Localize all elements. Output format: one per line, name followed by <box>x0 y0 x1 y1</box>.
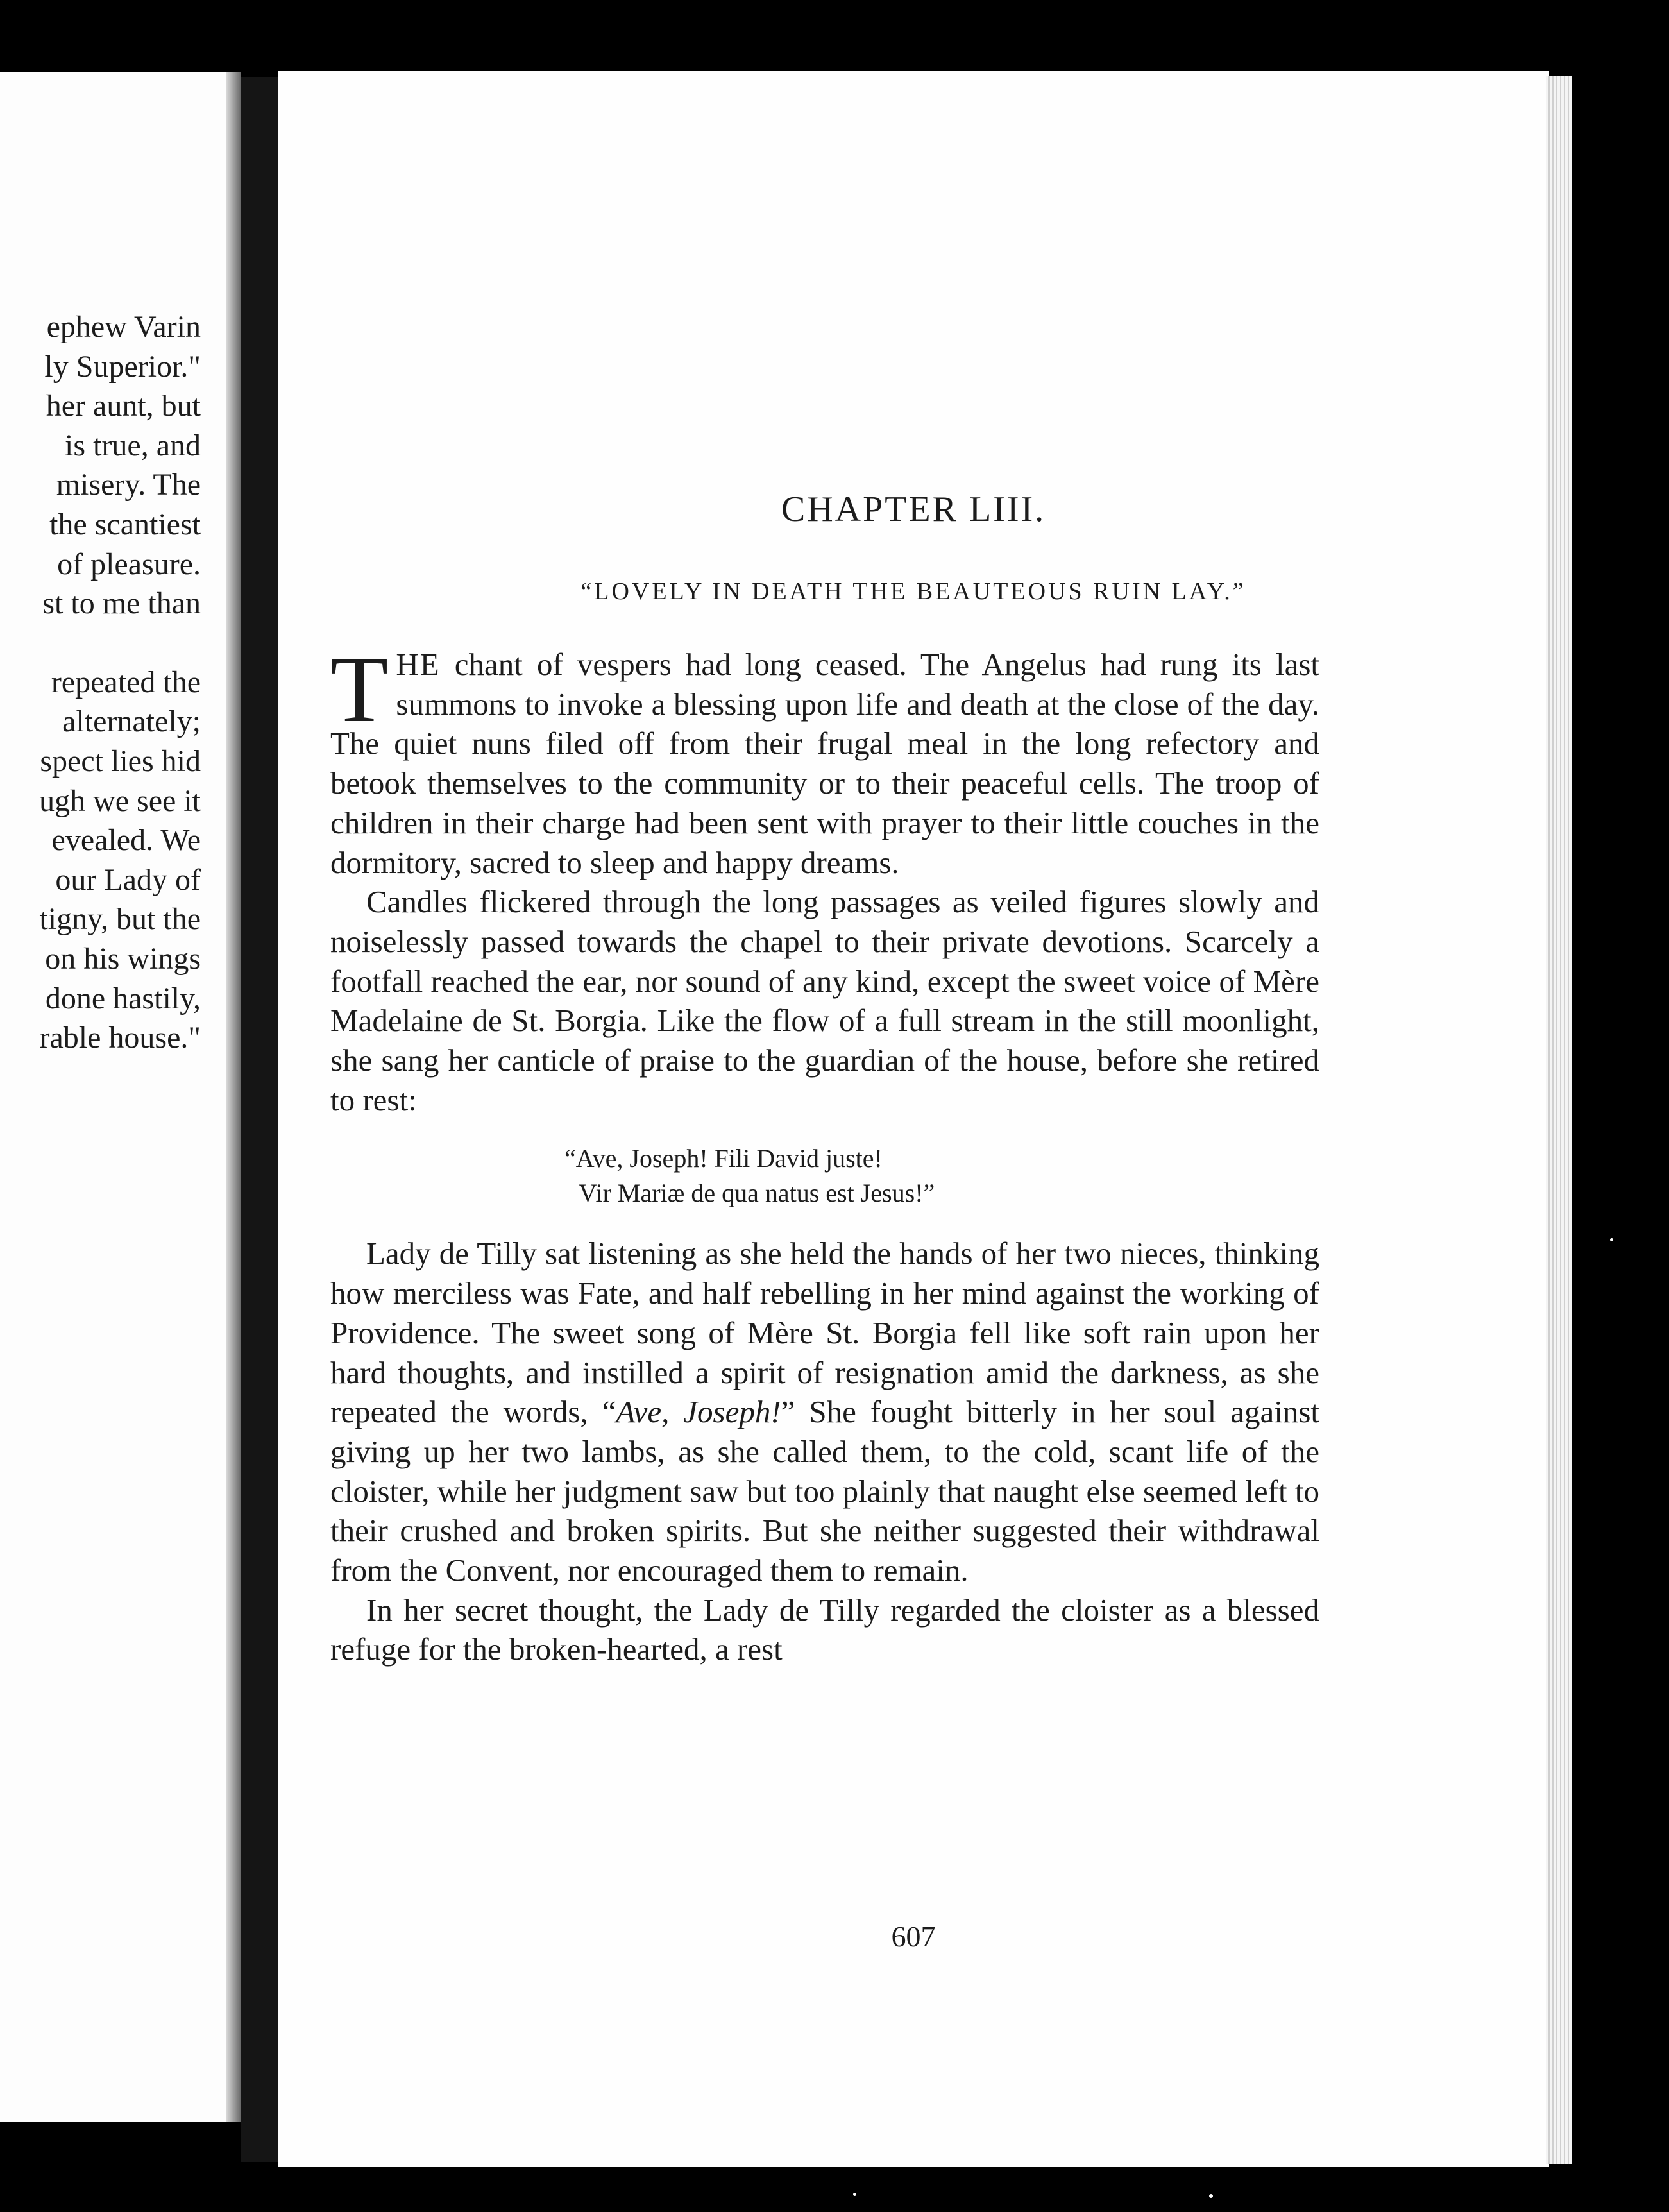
facing-line: alternately; <box>62 704 201 739</box>
facing-line: st to me than <box>42 586 201 621</box>
facing-line: evealed. We <box>51 823 201 858</box>
facing-line: tigny, but the <box>39 902 201 937</box>
paragraph-3 <box>330 1234 1319 1590</box>
chapter-title: CHAPTER LIII. <box>781 489 1046 529</box>
opening-small-caps: HE <box>396 647 441 682</box>
facing-line: her aunt, but <box>46 389 201 423</box>
facing-page-text <box>39 307 201 1058</box>
facing-line: spect lies hid <box>40 744 201 778</box>
verse-quote <box>564 1141 1319 1211</box>
facing-line: our Lady of <box>55 862 201 897</box>
facing-line: the scantiest <box>49 507 201 541</box>
scan-speck <box>853 2193 856 2196</box>
scan-speck <box>1209 2194 1213 2198</box>
paragraph-3-text-a: Lady de Tilly sat listening as she held the hands of her two nieces, thinking how merciless was Fate, and half rebelling in her mind against the working of Providence. The sweet song of Mère St. Borgia fell like soft rain upon her hard thoughts, and instilled a spirit of resignation amid the darkness, as she repeated the words, “ <box>330 1236 1319 1430</box>
chapter-epigraph: “LOVELY IN DEATH THE BEAUTEOUS RUIN LAY.” <box>580 578 1246 605</box>
paragraph-4: In her secret thought, the Lady de Tilly regarded the cloister as a blessed refuge for the broken-hearted, a rest <box>330 1592 1319 1667</box>
facing-line: done hastily, <box>45 981 201 1016</box>
page-edges <box>1546 76 1572 2164</box>
facing-line: on his wings <box>45 941 201 976</box>
verse-line-2: Vir Mariæ de qua natus est Jesus!” <box>579 1178 935 1208</box>
verse-line-1: “Ave, Joseph! Fili David juste! <box>564 1144 883 1173</box>
page-number: 607 <box>891 1920 936 1953</box>
page-curve-shadow <box>226 72 241 2122</box>
facing-page <box>0 72 241 2122</box>
body-text <box>330 637 1320 1669</box>
paragraph-2: Candles flickered through the long passages as veiled figures slowly and noiselessly passed towards the chapel to their private devotions. Scarcely a footfall reached the ear, nor sound of any kind, except the sweet voice of Mère Madelaine de St. Borgia. Like the flow of a full stream in the still moonlight, she sang her canticle of praise to the guardian of the house, before she retired to rest: <box>330 884 1319 1118</box>
facing-paragraph-gap <box>39 624 201 663</box>
paragraph-3-text-b: ” She fought bitterly in her soul against giving up her two lambs, as she called them, to the cold, scant life of the cloister, while her judgment saw but too plainly that naught else seemed left to their crushed and broken spirits. But she neither suggested their withdrawal from the Convent, nor encouraged them to remain. <box>330 1394 1320 1588</box>
paragraph-1 <box>330 637 1319 882</box>
facing-line: rable house." <box>39 1021 201 1055</box>
facing-line: repeated the <box>51 665 201 699</box>
scan-speck <box>1610 1238 1613 1241</box>
facing-line: ugh we see it <box>39 783 201 818</box>
facing-line: is true, and <box>65 428 201 463</box>
paragraph-3-italic: Ave, Joseph! <box>616 1394 781 1430</box>
facing-line: misery. The <box>56 468 201 502</box>
paragraph-1-text: chant of vespers had long ceased. The Angelus had rung its last summons to invoke a blessing upon life and death at the close of the day. The quiet nuns filed off from their frugal meal in the long refectory and betook themselves to the community or to their peaceful cells. The troop of children in their charge had been sent with prayer to their little couches in the dormitory, sacred to sleep and happy dreams. <box>330 647 1319 880</box>
book-gutter <box>241 77 279 2162</box>
drop-cap: T <box>330 637 389 742</box>
facing-line: of pleasure. <box>57 547 201 581</box>
facing-line: ly Superior." <box>44 349 201 384</box>
facing-line: ephew Varin <box>46 310 201 344</box>
